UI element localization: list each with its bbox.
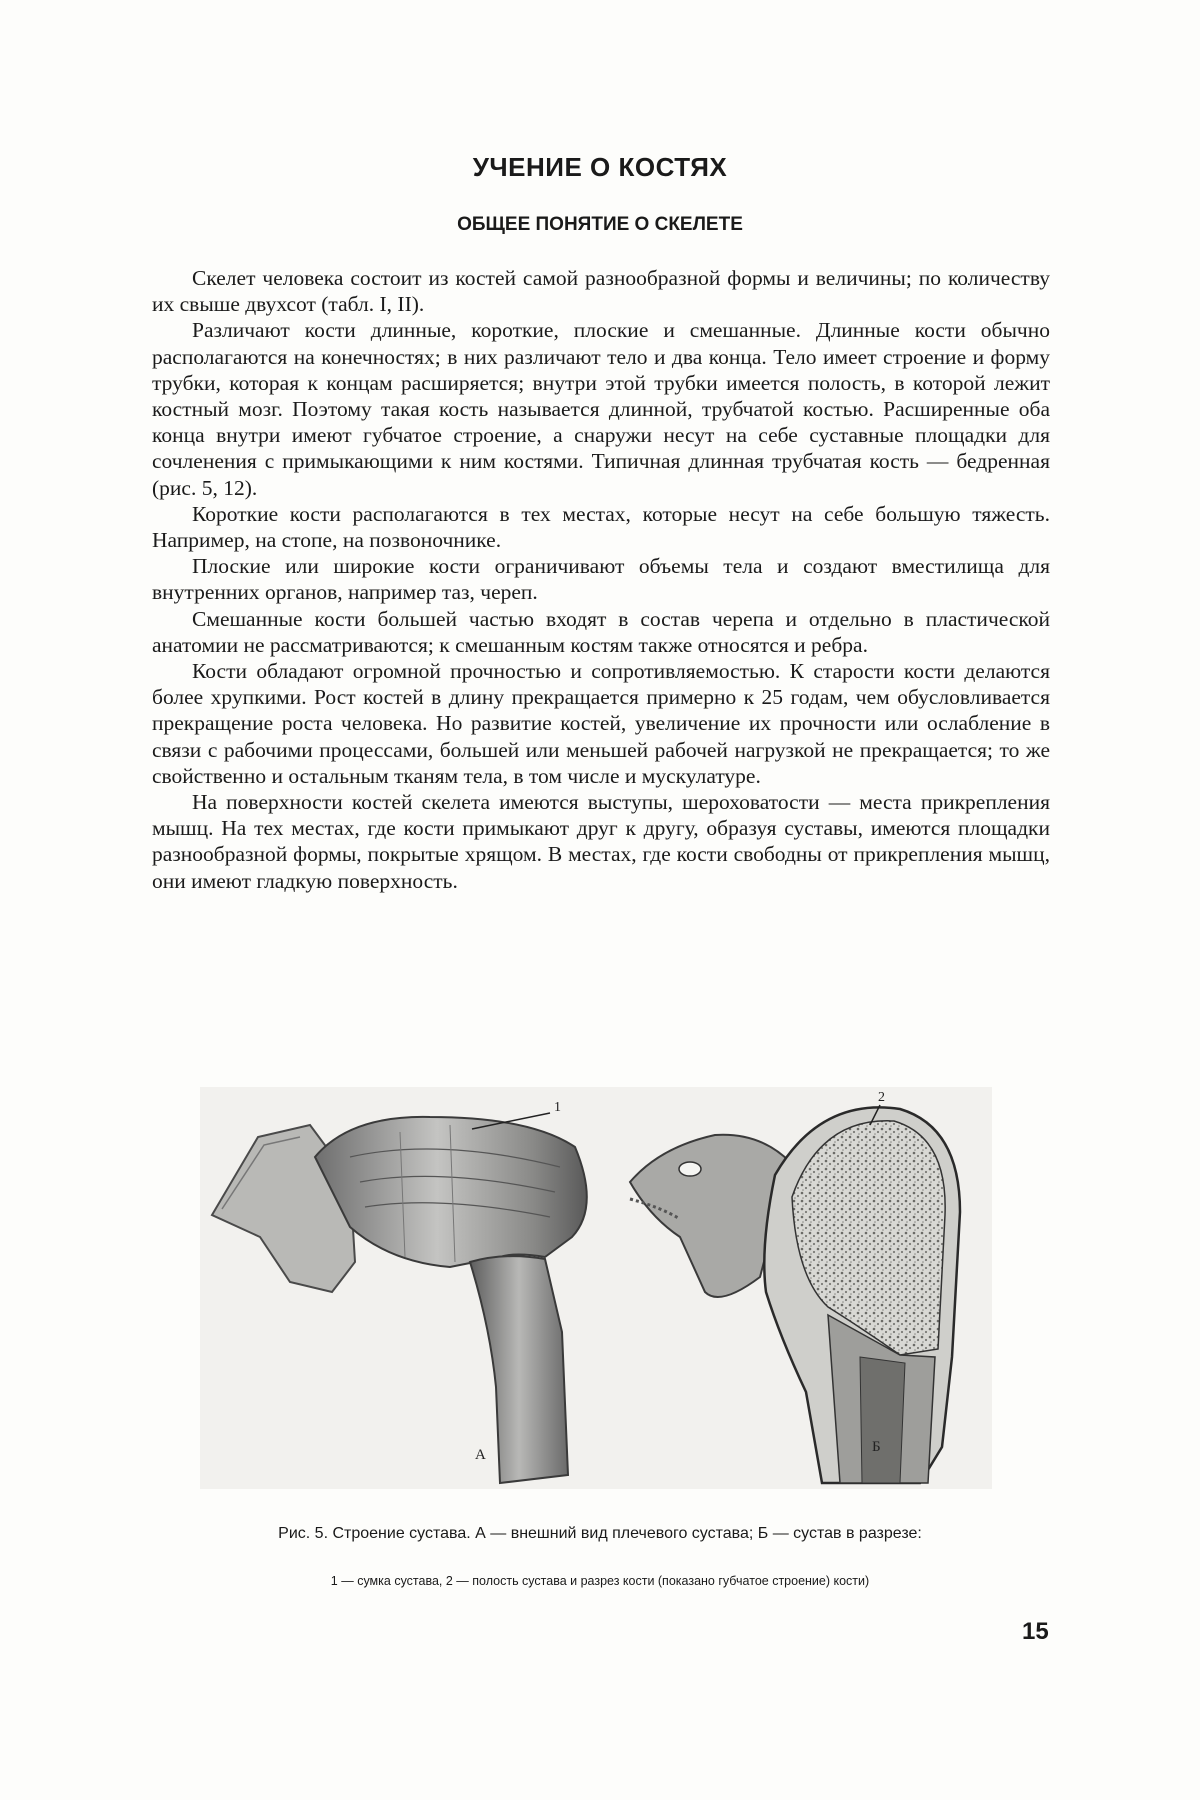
paragraph: Плоские или широкие кости ограничивают объемы тела и создают вместилища для внутренних органов, например таз, череп. <box>152 554 1050 605</box>
figure-label-1: 1 <box>554 1100 561 1115</box>
section-title: ОБЩЕЕ ПОНЯТИЕ О СКЕЛЕТЕ <box>457 214 743 235</box>
figure-label-2: 2 <box>878 1090 885 1105</box>
paragraph: Кости обладают огромной прочностью и сопротивляемостью. К старости кости делаются более хрупкими. Рост костей в длину прекращается примерно к 25 годам, чем обусловливается прекращение роста человека. Но развитие костей, увеличение их прочности или ослабление в связи с рабочими процессами, большей или меньшей рабочей нагрузкой не прекращается; то же свойственно и остальным тканям тела, в том числе и мускулатуре. <box>152 659 1050 788</box>
paragraph: На поверхности костей скелета имеются выступы, шероховатости — места прикрепления мышц. На тех местах, где кости примыкают друг к другу, образуя суставы, имеются площадки разнообразной формы, покрытые хрящом. В местах, где кости свободны от прикрепления мышц, они имеют гладкую поверхность. <box>152 790 1050 893</box>
chapter-title: УЧЕНИЕ О КОСТЯХ <box>472 152 728 182</box>
shoulder-joint-illustration <box>200 1087 992 1489</box>
figure-a-external-view <box>212 1113 587 1483</box>
shoulder-joint-figure <box>200 1087 992 1489</box>
figure-label-a: А <box>475 1447 486 1463</box>
paragraph: Короткие кости располагаются в тех местах, которые несут на себе большую тяжесть. Например, на стопе, на позвоночнике. <box>152 501 1050 553</box>
page-number: 15 <box>1022 1618 1049 1645</box>
paragraph: Скелет человека состоит из костей самой разнообразной формы и величины; по количеству их свыше двухсот (табл. I, II). <box>152 266 1050 317</box>
figure-label-b: Б <box>872 1439 881 1455</box>
figure-legend: 1 — сумка сустава, 2 — полость сустава и разрез кости (показано губчатое строение) кости) <box>330 1574 870 1588</box>
figure-b-cross-section <box>630 1105 960 1483</box>
paragraph: Различают кости длинные, короткие, плоские и смешанные. Длинные кости обычно располагаются на конечностях; в них различают тело и два конца. Тело имеет строение и форму трубки, которая к концам расширяется; внутри этой трубки имеется полость, в которой лежит костный мозг. Поэтому такая кость называется длинной, трубчатой костью. Расширенные оба конца внутри имеют губчатое строение, а снаружи несут на себе суставные площадки для сочленения с примыкающими к ним костями. Типичная длинная трубчатая кость — бедренная (рис. 5, 12). <box>152 318 1050 500</box>
body-text <box>152 265 1050 894</box>
paragraph: Смешанные кости большей частью входят в состав черепа и отдельно в пластической анатомии не рассматриваются; к смешанным костям также относятся и ребра. <box>152 606 1050 657</box>
figure-caption: Рис. 5. Строение сустава. А — внешний вид плечевого сустава; Б — сустав в разрезе: <box>278 1525 922 1542</box>
